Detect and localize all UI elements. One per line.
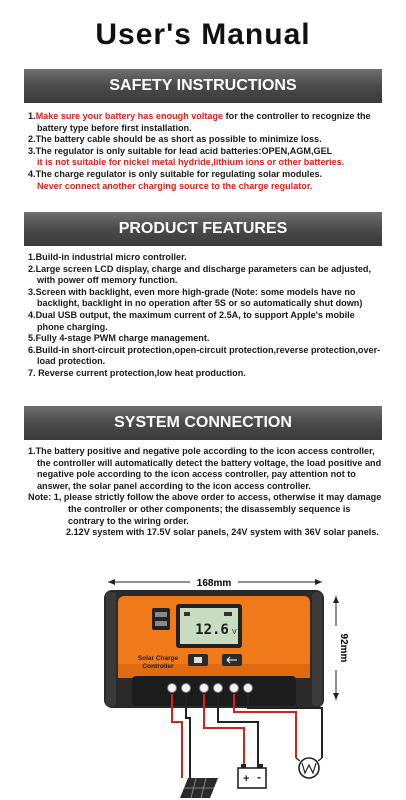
safety-warning-text: Never connect another charging source to the charge regulator. bbox=[37, 180, 313, 191]
safety-text: for the controller to recognize the battery type before first installation. bbox=[37, 111, 371, 133]
safety-heading: SAFETY INSTRUCTIONS bbox=[24, 69, 382, 103]
feature-item: 2.Large screen LCD display, charge and discharge parameters can be adjusted, with power off memory function. bbox=[28, 263, 371, 286]
safety-section bbox=[28, 111, 384, 192]
feature-item: 6.Build-in short-circuit protection,open-circuit protection,reverse protection,over-load protection. bbox=[28, 344, 381, 367]
safety-item-4 bbox=[28, 169, 384, 192]
battery-plus: + bbox=[243, 773, 250, 785]
feature-item: 3.Screen with backlight, even more high-grade (Note: some models have no backlight, backlight in no operation after 5S or so automatically shut down) bbox=[28, 286, 363, 309]
safety-warning-text: Make sure your battery has enough voltage bbox=[35, 111, 224, 121]
return-button bbox=[222, 654, 242, 666]
controller-label-1: Solar Charge bbox=[137, 655, 179, 662]
system-note-1: Note: 1, please strictly follow the above order to access, otherwise it may damage the controller or other components; the disassembly sequence is contrary to the wiring order. bbox=[28, 492, 382, 526]
safety-text: The regulator is only suitable for lead acid batteries:OPEN,AGM,GEL bbox=[35, 145, 333, 156]
usb-ports bbox=[152, 608, 170, 630]
menu-button bbox=[188, 654, 208, 666]
page-title: User's Manual bbox=[95, 18, 311, 51]
safety-item-2 bbox=[28, 134, 384, 146]
battery-icon bbox=[238, 764, 266, 788]
features-section bbox=[28, 252, 384, 380]
item-number: 1. bbox=[28, 111, 36, 121]
width-dimension bbox=[108, 575, 322, 589]
system-heading: SYSTEM CONNECTION bbox=[24, 406, 382, 440]
feature-item: 5.Fully 4-stage PWM charge management. bbox=[28, 333, 210, 344]
item-number: 3. bbox=[28, 145, 36, 156]
item-number: 4. bbox=[28, 168, 36, 179]
safety-text: The charge regulator is only suitable for regulating solar modules. bbox=[35, 168, 323, 179]
feature-item: 1.Build-in industrial micro controller. bbox=[28, 252, 187, 262]
safety-warning-text: it is not suitable for nickel metal hydride,lithium ions or other batteries. bbox=[37, 157, 345, 168]
height-label: 92mm bbox=[338, 633, 349, 663]
feature-item: 7. Reverse current protection,low heat production. bbox=[28, 367, 246, 378]
feature-item: 4.Dual USB output, the maximum current of 2.5A, to support Apple's mobile phone charging. bbox=[28, 309, 355, 332]
battery-minus: - bbox=[257, 770, 261, 784]
solar-panel-icon bbox=[180, 778, 218, 798]
system-note-2: 2.12V system with 17.5V solar panels, 24V system with 36V solar panels. bbox=[66, 527, 379, 538]
safety-item-3 bbox=[28, 146, 384, 169]
system-section bbox=[28, 446, 384, 539]
item-number: 2. bbox=[28, 134, 36, 145]
features-heading: PRODUCT FEATURES bbox=[24, 212, 382, 246]
lcd-unit: V bbox=[232, 629, 237, 636]
height-dimension bbox=[330, 596, 349, 700]
controller-diagram bbox=[0, 572, 406, 800]
safety-text: The battery cable should be as short as possible to minimize loss. bbox=[35, 134, 322, 145]
safety-item-1 bbox=[28, 111, 384, 134]
system-paragraph: 1.The battery positive and negative pole according to the icon access controller, the controller will automatically detect the battery voltage, the load positive and negative pole according to the icon access controller, pay attention not to answer, the solar panel according to the icon access controller. bbox=[28, 446, 382, 491]
width-label: 168mm bbox=[196, 578, 232, 589]
load-lamp-icon bbox=[296, 758, 322, 778]
controller-label-2: Controller bbox=[142, 663, 174, 670]
lcd-display bbox=[176, 604, 242, 648]
lcd-reading: 12.6 bbox=[195, 622, 229, 638]
